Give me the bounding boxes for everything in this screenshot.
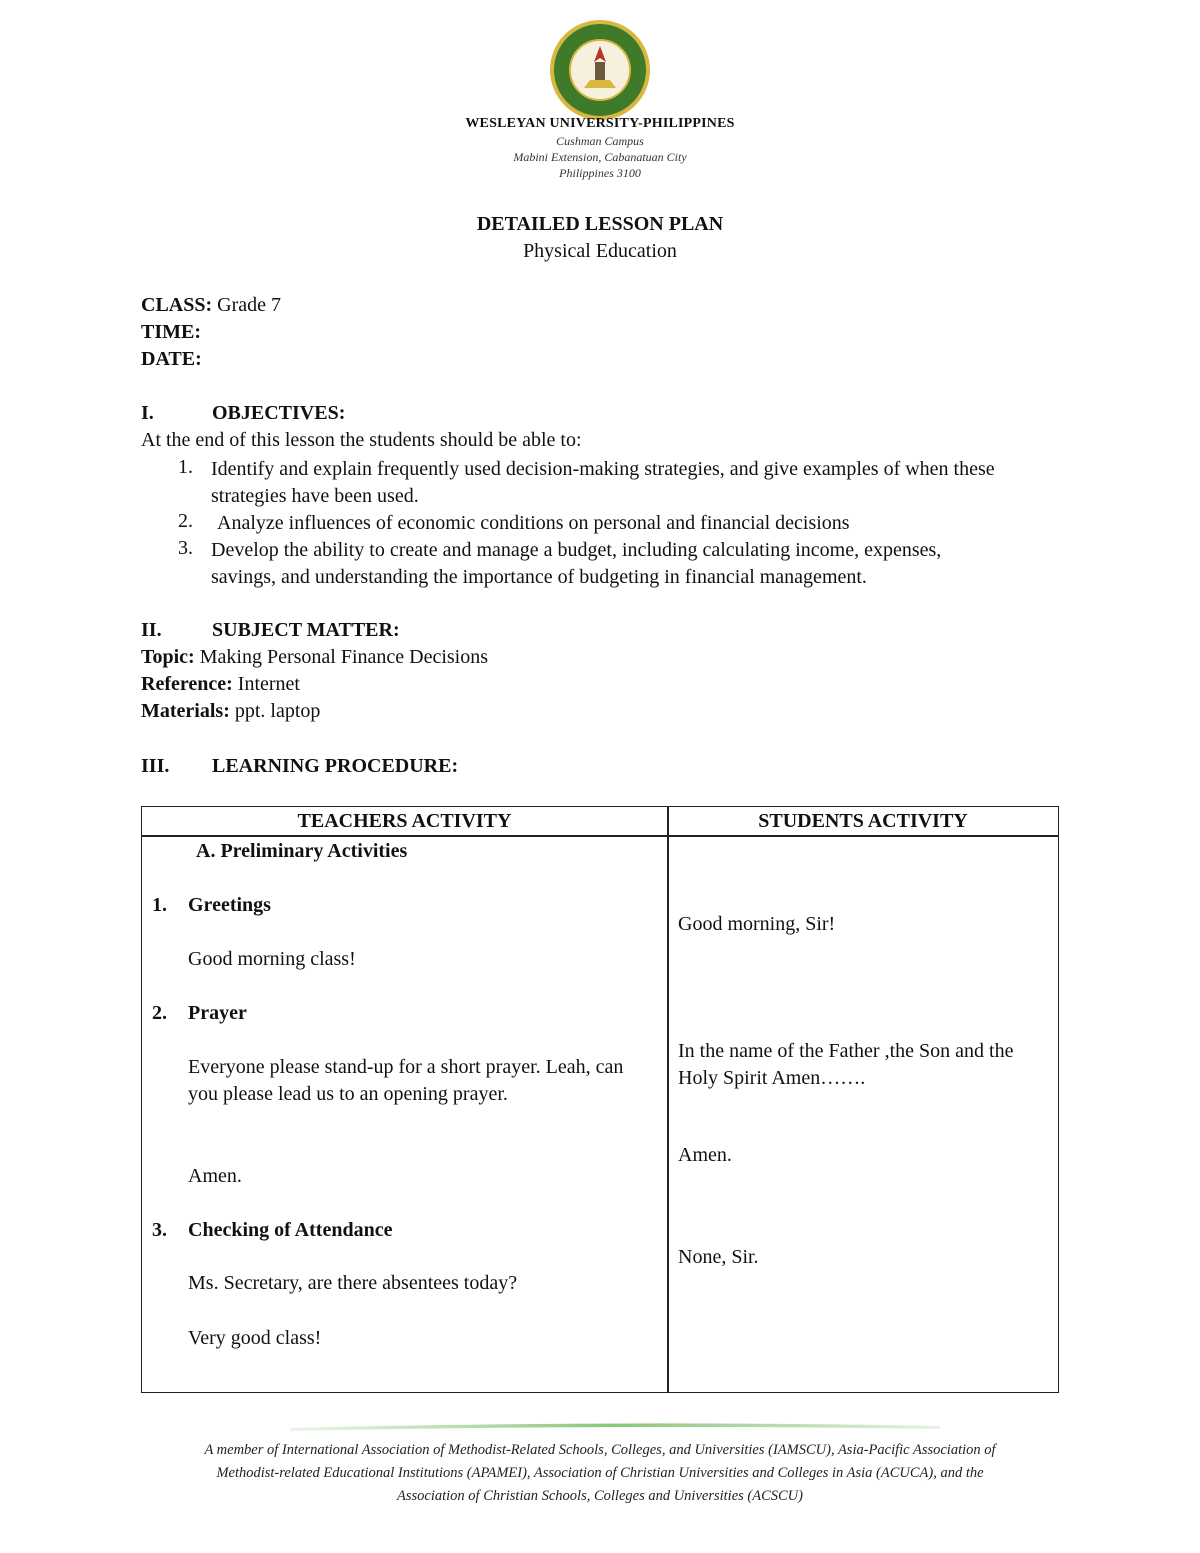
prayer-number: 2. [152, 1002, 167, 1024]
attendance-teacher-text: Ms. Secretary, are there absentees today? [188, 1272, 518, 1294]
procedure-number: III. [141, 755, 170, 777]
university-name: WESLEYAN UNIVERSITY-PHILIPPINES [465, 116, 735, 131]
subject-heading: SUBJECT MATTER: [212, 619, 400, 641]
objectives-intro: At the end of this lesson the students should be able to: [141, 429, 582, 451]
attendance-number: 3. [152, 1219, 167, 1241]
attendance-title: Checking of Attendance [188, 1219, 393, 1241]
class-line [141, 294, 281, 317]
objectives-heading: OBJECTIVES: [212, 402, 346, 424]
document-subtitle: Physical Education [523, 240, 677, 262]
document-title: DETAILED LESSON PLAN [476, 213, 724, 235]
greetings-number: 1. [152, 894, 167, 916]
reference-value: Internet [237, 673, 300, 695]
table-column-divider [667, 807, 669, 1392]
footer-membership-text: A member of International Association of Methodist-Related Schools, Colleges, and Universities (IAMSCU), Asia-Pacific Association of Methodist-related Educational Institutions (APAMEI), Association of Christian Universities and Colleges in Asia (ACUCA), and the Association of Christian Schools, Colleges and Universities (ACSCU) [204, 1442, 996, 1504]
table-header-divider [142, 835, 1058, 837]
activity-table [141, 806, 1059, 1393]
preliminary-activities-heading: A. Preliminary Activities [196, 840, 408, 862]
campus-country: Philippines 3100 [559, 166, 641, 180]
class-label: CLASS: [141, 294, 213, 316]
greetings-student-text: Good morning, Sir! [678, 913, 836, 935]
materials-value: ppt. laptop [234, 700, 321, 722]
objective-2-number: 2. [178, 510, 193, 532]
reference-label: Reference: [141, 673, 233, 695]
reference-line [141, 673, 300, 696]
greetings-title: Greetings [188, 894, 271, 916]
date-label: DATE: [141, 348, 202, 370]
campus-name: Cushman Campus [556, 134, 644, 148]
prayer-title: Prayer [188, 1002, 247, 1024]
objectives-number: I. [141, 402, 154, 424]
objective-1-number: 1. [178, 456, 193, 478]
teacher-activity-header: TEACHERS ACTIVITY [297, 810, 512, 832]
materials-line [141, 700, 320, 723]
class-value: Grade 7 [217, 294, 281, 316]
subject-number: II. [141, 619, 162, 641]
prayer-teacher-amen: Amen. [188, 1165, 242, 1187]
attendance-teacher-praise: Very good class! [188, 1327, 322, 1349]
student-activity-header: STUDENTS ACTIVITY [758, 810, 968, 832]
attendance-student-text: None, Sir. [678, 1246, 759, 1268]
topic-value: Making Personal Finance Decisions [199, 646, 489, 668]
materials-label: Materials: [141, 700, 230, 722]
time-label: TIME: [141, 321, 201, 343]
campus-address: Mabini Extension, Cabanatuan City [513, 150, 687, 164]
footer-decorative-stripe [290, 1420, 940, 1432]
prayer-student-amen: Amen. [678, 1144, 732, 1166]
prayer-student-text: In the name of the Father ,the Son and the Holy Spirit Amen……. [678, 1040, 1014, 1089]
greetings-teacher-text: Good morning class! [188, 948, 356, 970]
procedure-heading: LEARNING PROCEDURE: [212, 755, 459, 777]
prayer-teacher-text: Everyone please stand-up for a short prayer. Leah, can you please lead us to an opening prayer. [188, 1056, 624, 1105]
university-seal-logo [548, 18, 652, 122]
objective-2-text: Analyze influences of economic conditions on personal and financial decisions [217, 512, 850, 534]
objective-3-text: Develop the ability to create and manage a budget, including calculating income, expenses, savings, and understanding the importance of budgeting in financial management. [211, 539, 942, 588]
objective-3-number: 3. [178, 537, 193, 559]
topic-line [141, 646, 488, 669]
topic-label: Topic: [141, 646, 195, 668]
objective-1-text: Identify and explain frequently used decision-making strategies, and give examples of when these strategies have been used. [211, 458, 995, 507]
